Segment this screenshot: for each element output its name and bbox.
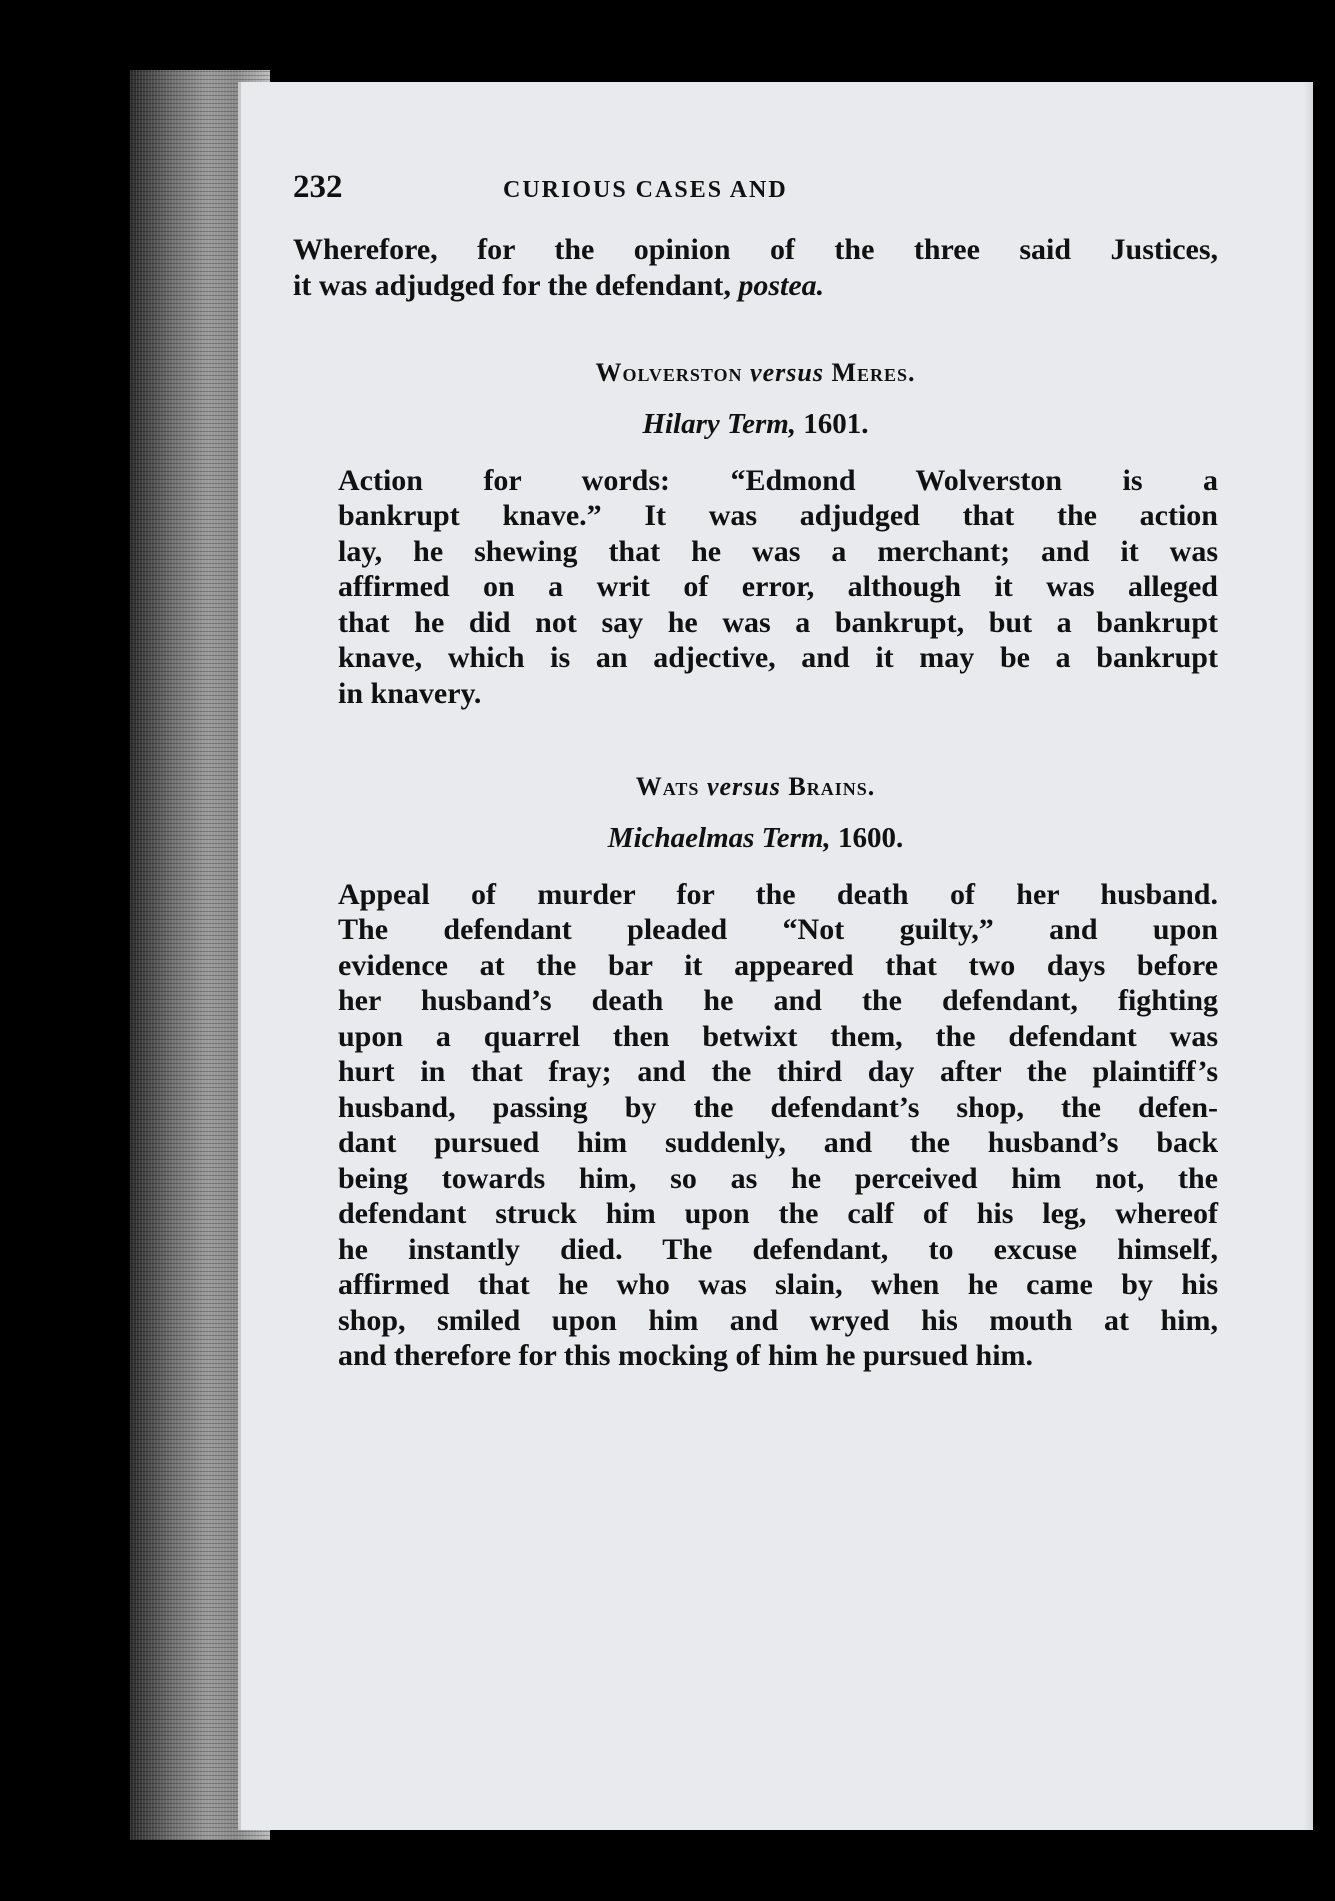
text-line: bankrupt knave.” It was adjudged that the action	[338, 499, 1218, 532]
text-line: dant pursued him suddenly, and the husband’s back	[338, 1126, 1218, 1159]
text-line: lay, he shewing that he was a merchant; and it was	[338, 534, 1218, 568]
italic-term: postea.	[738, 268, 825, 302]
party-name: Meres.	[831, 358, 916, 387]
text-line: knave, which is an adjective, and it may be a bankrupt	[338, 641, 1218, 674]
text-line: Wherefore, for the opinion of the three said Justices,	[293, 233, 1218, 266]
text-line: Action for words: “Edmond Wolverston is a	[338, 463, 1218, 497]
text-line: hurt in that fray; and the third day after the plaintiff’s	[338, 1055, 1218, 1088]
text-line: that he did not say he was a bankrupt, but a bankrupt	[338, 605, 1218, 639]
term-year: 1600.	[837, 822, 904, 854]
running-title: CURIOUS CASES AND	[503, 177, 788, 203]
versus-word: versus	[706, 772, 781, 801]
case-term-hilary	[293, 407, 1218, 443]
term-name: Michaelmas Term,	[607, 822, 831, 854]
text-line: The defendant pleaded “Not guilty,” and upon	[338, 913, 1218, 946]
text-line: upon a quarrel then betwixt them, the defendant was	[338, 1019, 1218, 1053]
case-term-michaelmas	[293, 821, 1218, 857]
text-line	[293, 268, 1218, 304]
text-line-body: it was adjudged for the defendant,	[293, 268, 739, 302]
page-text	[293, 170, 1218, 1374]
case-title-wolverston	[293, 355, 1218, 391]
text-line: defendant struck him upon the calf of his leg, whereof	[338, 1197, 1218, 1230]
text-line: evidence at the bar it appeared that two days before	[338, 948, 1218, 982]
case1-paragraph	[293, 463, 1218, 712]
text-line: being towards him, so as he perceived him not, the	[338, 1161, 1218, 1195]
text-line: her husband’s death he and the defendant, fighting	[338, 984, 1218, 1017]
text-line: affirmed on a writ of error, although it was alleged	[338, 570, 1218, 603]
term-year: 1601.	[803, 408, 869, 440]
party-name: Wolverston	[595, 358, 743, 387]
case2-paragraph	[293, 877, 1218, 1374]
text-line: affirmed that he who was slain, when he came by his	[338, 1268, 1218, 1301]
opening-paragraph	[293, 232, 1218, 303]
party-name: Brains.	[788, 772, 876, 801]
term-name: Hilary Term,	[642, 408, 797, 440]
text-line: husband, passing by the defendant’s shop, the defen-	[338, 1090, 1218, 1124]
text-line: shop, smiled upon him and wryed his mouth at him,	[338, 1303, 1218, 1337]
case-title-wats	[293, 769, 1218, 805]
party-name: Wats	[635, 772, 700, 801]
versus-word: versus	[750, 358, 824, 387]
text-line: in knavery.	[338, 676, 482, 710]
text-line: and therefore for this mocking of him he pursued him.	[338, 1339, 1034, 1372]
running-head	[293, 170, 1218, 226]
page-number: 232	[293, 169, 343, 205]
text-line: he instantly died. The defendant, to excuse himself,	[338, 1232, 1218, 1266]
text-line: Appeal of murder for the death of her husband.	[338, 877, 1218, 911]
